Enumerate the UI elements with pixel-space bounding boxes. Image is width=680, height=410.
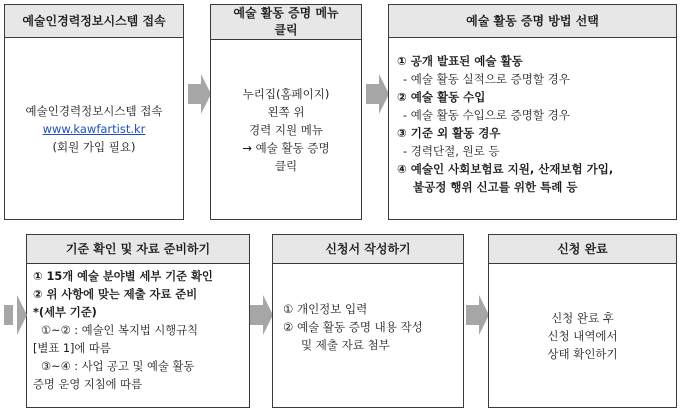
step-connect-title: 예술인경력정보시스템 접속 xyxy=(5,5,183,38)
step-click-menu-title: 예술 활동 증명 메뉴 클릭 xyxy=(211,5,361,40)
arrow-right-icon xyxy=(366,84,379,104)
method-item-3-desc: - 경력단절, 원로 등 xyxy=(403,144,500,158)
step-write-title: 신청서 작성하기 xyxy=(273,235,463,264)
prepare-line: ① 15개 예술 분야별 세부 기준 확인 xyxy=(33,270,213,283)
prepare-detail-line: 증명 운영 지침에 따름 xyxy=(33,378,142,391)
menu-step-line: 클릭 xyxy=(274,158,298,173)
system-url-link[interactable]: www.kawfartist.kr xyxy=(42,121,146,136)
step-connect-system xyxy=(4,4,184,220)
signup-note: (회원 가입 필요) xyxy=(52,139,136,154)
method-item-2: ② 예술 활동 수입 xyxy=(397,90,486,104)
write-line: 및 제출 자료 첨부 xyxy=(301,338,390,352)
write-line: ① 개인정보 입력 xyxy=(283,302,368,316)
method-item-1: ① 공개 발표된 예술 활동 xyxy=(397,54,523,68)
prepare-detail-line: ①~② : 예술인 복지법 시행규칙 xyxy=(41,324,199,337)
menu-step-line: 왼쪽 위 xyxy=(267,104,305,119)
arrow-right-icon xyxy=(466,305,479,325)
step-click-menu xyxy=(210,4,362,220)
step-write-application xyxy=(272,234,464,408)
arrow-right-icon xyxy=(4,305,13,325)
method-item-4-cont: 불공정 행위 신고를 위한 특례 등 xyxy=(413,180,578,194)
step-complete xyxy=(488,234,677,408)
write-line: ② 예술 활동 증명 내용 작성 xyxy=(283,320,423,334)
complete-line: 상태 확인하기 xyxy=(547,346,618,361)
step-prepare-documents xyxy=(26,234,250,408)
menu-step-line: 누리집(홈페이지) xyxy=(242,86,330,101)
step-select-method xyxy=(388,4,677,220)
arrow-right-icon xyxy=(250,305,263,325)
prepare-line: ② 위 사항에 맞는 제출 자료 준비 xyxy=(33,288,198,301)
method-item-4: ④ 예술인 사회보험료 지원, 산재보험 가입, xyxy=(397,162,614,176)
menu-step-line: 경력 지원 메뉴 xyxy=(249,122,323,137)
complete-line: 신청 완료 후 xyxy=(551,310,614,325)
step-complete-title: 신청 완료 xyxy=(489,235,676,264)
method-item-2-desc: - 예술 활동 수입으로 증명할 경우 xyxy=(403,108,570,122)
method-item-3: ③ 기준 외 활동 경우 xyxy=(397,126,501,140)
complete-line: 신청 내역에서 xyxy=(547,328,618,343)
step-prepare-title: 기준 확인 및 자료 준비하기 xyxy=(27,235,249,264)
arrow-right-icon xyxy=(188,84,201,104)
method-item-1-desc: - 예술 활동 실적으로 증명할 경우 xyxy=(403,72,570,86)
prepare-detail-line: ③~④ : 사업 공고 및 예술 활동 xyxy=(41,360,195,373)
step-select-method-title: 예술 활동 증명 방법 선택 xyxy=(389,5,676,38)
menu-step-line: → 예술 활동 증명 xyxy=(242,140,330,155)
prepare-detail-heading: *(세부 기준) xyxy=(33,306,97,319)
prepare-detail-line: [별표 1]에 따름 xyxy=(33,342,111,355)
system-name-text: 예술인경력정보시스템 접속 xyxy=(25,103,163,118)
